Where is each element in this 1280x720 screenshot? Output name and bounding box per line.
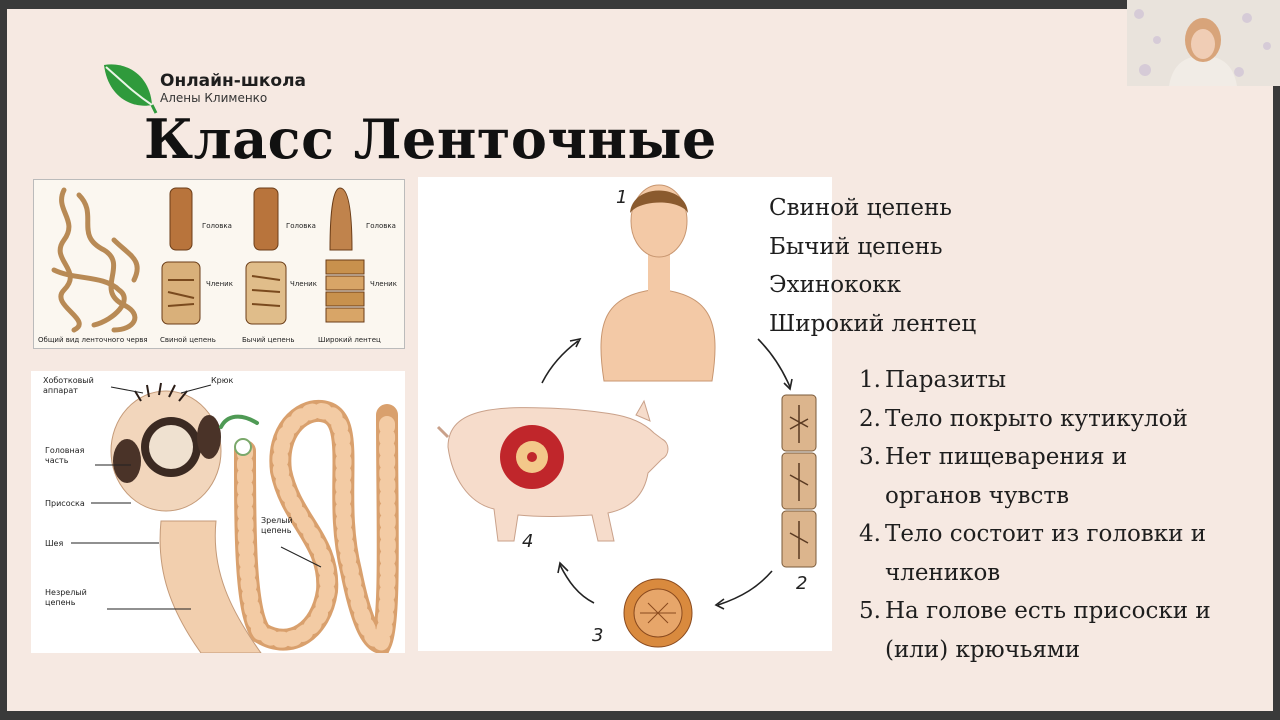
neck-label: Шея	[45, 539, 64, 548]
immature-label: цепень	[45, 598, 76, 607]
feature-number: 2.	[859, 405, 881, 432]
species-item: Широкий лентец	[769, 310, 977, 337]
feature-number: 5.	[859, 598, 881, 624]
human-host-illustration	[601, 185, 715, 381]
segments-illustration	[782, 395, 816, 567]
feature-text: Тело покрыто кутикулой	[885, 405, 1188, 432]
feature-number: 1.	[859, 367, 881, 393]
mature-label: Зрелый	[261, 516, 293, 525]
egg-illustration	[624, 579, 692, 647]
features-list	[859, 361, 1259, 669]
feature-text: Нет пищеварения и органов чувств	[885, 444, 1128, 509]
beef-tapeworm-illustration	[246, 188, 286, 324]
tapeworm-types-figure	[33, 179, 405, 349]
feature-item	[859, 438, 1259, 515]
segment-label: Членик	[290, 280, 317, 288]
pig-host-illustration	[438, 401, 668, 541]
feature-item	[859, 515, 1259, 592]
mature-label: цепень	[261, 526, 292, 535]
caption-broad-tapeworm: Широкий лентец	[318, 336, 381, 344]
caption-beef-tapeworm: Бычий цепень	[242, 336, 295, 344]
species-item: Бычий цепень	[769, 233, 943, 260]
tapeworm-anatomy-figure	[31, 371, 405, 653]
head-label: Головка	[366, 222, 396, 230]
feature-text: На голове есть присоски и (или) крючьями	[885, 598, 1211, 663]
head-label: Головка	[286, 222, 316, 230]
head-part-label: Головная	[45, 446, 85, 455]
school-author: Алены Клименко	[160, 91, 268, 105]
head-label: Головка	[202, 222, 232, 230]
caption-pork-tapeworm: Свиной цепень	[160, 336, 216, 344]
segment-label: Членик	[206, 280, 233, 288]
caption-general-view: Общий вид ленточного червя	[38, 336, 148, 344]
presentation-slide	[7, 9, 1273, 711]
feature-number: 3.	[859, 444, 881, 470]
stage-2-number: 2	[796, 573, 808, 594]
feature-number: 4.	[859, 521, 881, 547]
stage-4-number: 4	[522, 531, 534, 552]
segment-label: Членик	[370, 280, 397, 288]
feature-text: Паразиты	[885, 367, 1007, 393]
slide-title: Класс Ленточные	[144, 107, 717, 171]
pork-tapeworm-illustration	[162, 188, 200, 324]
hook-label: Крюк	[211, 376, 234, 385]
feature-item	[859, 592, 1259, 669]
school-name: Онлайн-школа	[160, 71, 307, 91]
feature-text: Тело состоит из головки и члеников	[885, 521, 1207, 586]
proboscis-label: Хоботковый	[43, 376, 94, 385]
broad-tapeworm-illustration	[326, 188, 364, 322]
species-item: Эхинококк	[769, 272, 902, 298]
feature-item	[859, 400, 1259, 439]
presenter-webcam-video	[1127, 0, 1280, 86]
proboscis-label: аппарат	[43, 386, 78, 395]
stage-1-number: 1	[616, 187, 628, 208]
species-item: Свиной цепень	[769, 195, 952, 221]
feature-item	[859, 361, 1259, 400]
immature-label: Незрелый	[45, 588, 87, 597]
mature-tapeworm-illustration	[221, 411, 388, 643]
sucker-label: Присоска	[45, 499, 85, 508]
coiled-tapeworm-illustration	[54, 190, 137, 330]
stage-3-number: 3	[592, 625, 604, 646]
species-list	[769, 189, 976, 343]
head-part-label: часть	[45, 456, 69, 465]
